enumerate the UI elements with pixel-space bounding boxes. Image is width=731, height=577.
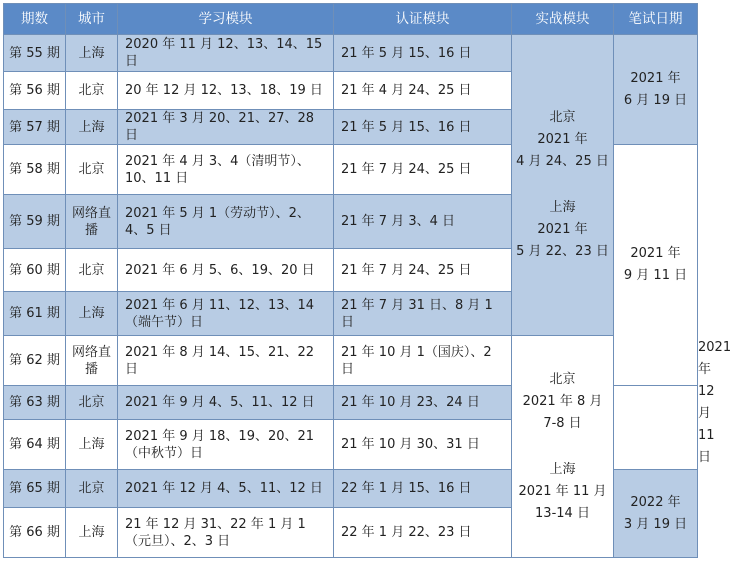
- cert-cell: 21 年 4 月 24、25 日: [334, 72, 512, 110]
- cert-cell: 21 年 5 月 15、16 日: [334, 35, 512, 72]
- cert-cell: 21 年 10 月 30、31 日: [334, 420, 512, 470]
- city-cell: 北京: [66, 249, 118, 292]
- practice-sh-date: 5 月 22、23 日: [516, 244, 609, 259]
- header-period: 期数: [4, 4, 66, 35]
- study-cell: 2021 年 9 月 18、19、20、21（中秋节）日: [118, 420, 334, 470]
- practice-bj-city: 北京: [549, 371, 576, 387]
- city-cell: 北京: [66, 386, 118, 420]
- practice-sh-year: 2021 年 11 月: [518, 483, 607, 499]
- period-cell: 第 65 期: [4, 470, 66, 508]
- city-cell: 上海: [66, 110, 118, 145]
- practice-sh-city: 上海: [549, 200, 576, 215]
- cert-cell: 22 年 1 月 22、23 日: [334, 508, 512, 558]
- exam-year: 2021 年: [630, 246, 681, 261]
- study-cell: 2021 年 9 月 4、5、11、12 日: [118, 386, 334, 420]
- header-study-module: 学习模块: [118, 4, 334, 35]
- period-cell: 第 60 期: [4, 249, 66, 292]
- period-cell: 第 59 期: [4, 195, 66, 249]
- period-cell: 第 56 期: [4, 72, 66, 110]
- practice-bj-year: 2021 年 8 月: [522, 393, 603, 409]
- practice-bj-date: 7-8 日: [543, 415, 582, 431]
- cert-cell: 21 年 7 月 3、4 日: [334, 195, 512, 249]
- study-cell: 2020 年 11 月 12、13、14、15 日: [118, 35, 334, 72]
- header-cert-module: 认证模块: [334, 4, 512, 35]
- cert-cell: 21 年 7 月 24、25 日: [334, 249, 512, 292]
- study-cell: 21 年 12 月 31、22 年 1 月 1（元旦）、2、3 日: [118, 508, 334, 558]
- study-cell: 2021 年 12 月 4、5、11、12 日: [118, 470, 334, 508]
- cert-cell: 22 年 1 月 15、16 日: [334, 470, 512, 508]
- city-cell: 北京: [66, 72, 118, 110]
- practice-bj-date: 4 月 24、25 日: [516, 154, 609, 169]
- header-city: 城市: [66, 4, 118, 35]
- period-cell: 第 62 期: [4, 336, 66, 386]
- study-cell: 2021 年 5 月 1（劳动节）、2、4、5 日: [118, 195, 334, 249]
- period-cell: 第 55 期: [4, 35, 66, 72]
- cert-cell: 21 年 7 月 31 日、8 月 1 日: [334, 292, 512, 336]
- period-cell: 第 63 期: [4, 386, 66, 420]
- study-cell: 2021 年 6 月 11、12、13、14（端午节）日: [118, 292, 334, 336]
- exam-date: 6 月 19 日: [623, 92, 688, 108]
- period-cell: 第 66 期: [4, 508, 66, 558]
- city-cell: 网络直播: [66, 195, 118, 249]
- practice-sh-date: 13-14 日: [535, 505, 590, 521]
- city-cell: 上海: [66, 420, 118, 470]
- table-row: [4, 35, 698, 72]
- study-cell: 2021 年 3 月 20、21、27、28 日: [118, 110, 334, 145]
- city-cell: 北京: [66, 470, 118, 508]
- header-row: [4, 4, 698, 35]
- practice-sh-city: 上海: [549, 461, 576, 477]
- schedule-table-container: [3, 3, 731, 558]
- cert-cell: 21 年 5 月 15、16 日: [334, 110, 512, 145]
- city-cell: 上海: [66, 292, 118, 336]
- study-cell: 2021 年 6 月 5、6、19、20 日: [118, 249, 334, 292]
- header-practice-module: 实战模块: [512, 4, 614, 35]
- practice-sh-year: 2021 年: [537, 222, 588, 237]
- practice-bj-city: 北京: [549, 110, 576, 125]
- practice-cell-group-2: [512, 336, 614, 558]
- exam-cell-4: [614, 470, 698, 558]
- exam-cell-1: [614, 35, 698, 145]
- period-cell: 第 58 期: [4, 145, 66, 195]
- period-cell: 第 61 期: [4, 292, 66, 336]
- table-row: 第 62 期 网络直播 2021 年 8 月 14、15、21、22 日 21 年 10 月 1（国庆）、2 日 北京 2021 年 8 月 7-8 日 上海 2021 年 11 月 13-14 日 2021 年 12 月 11 日: [4, 336, 698, 386]
- exam-cell-2: [614, 145, 698, 386]
- city-cell: 北京: [66, 145, 118, 195]
- period-cell: 第 57 期: [4, 110, 66, 145]
- cert-cell: 21 年 10 月 23、24 日: [334, 386, 512, 420]
- city-cell: 网络直播: [66, 336, 118, 386]
- study-cell: 20 年 12 月 12、13、18、19 日: [118, 72, 334, 110]
- study-cell: 2021 年 8 月 14、15、21、22 日: [118, 336, 334, 386]
- practice-cell-group-1: [512, 35, 614, 336]
- city-cell: 上海: [66, 35, 118, 72]
- exam-date: 3 月 19 日: [623, 516, 688, 532]
- study-cell: 2021 年 4 月 3、4（清明节）、10、11 日: [118, 145, 334, 195]
- period-cell: 第 64 期: [4, 420, 66, 470]
- practice-bj-year: 2021 年: [537, 132, 588, 147]
- exam-date: 9 月 11 日: [623, 268, 688, 283]
- cert-cell: 21 年 7 月 24、25 日: [334, 145, 512, 195]
- exam-year: 2022 年: [630, 494, 681, 510]
- schedule-table: [3, 3, 731, 558]
- city-cell: 上海: [66, 508, 118, 558]
- header-exam-date: 笔试日期: [614, 4, 698, 35]
- exam-year: 2021 年: [630, 70, 681, 86]
- cert-cell: 21 年 10 月 1（国庆）、2 日: [334, 336, 512, 386]
